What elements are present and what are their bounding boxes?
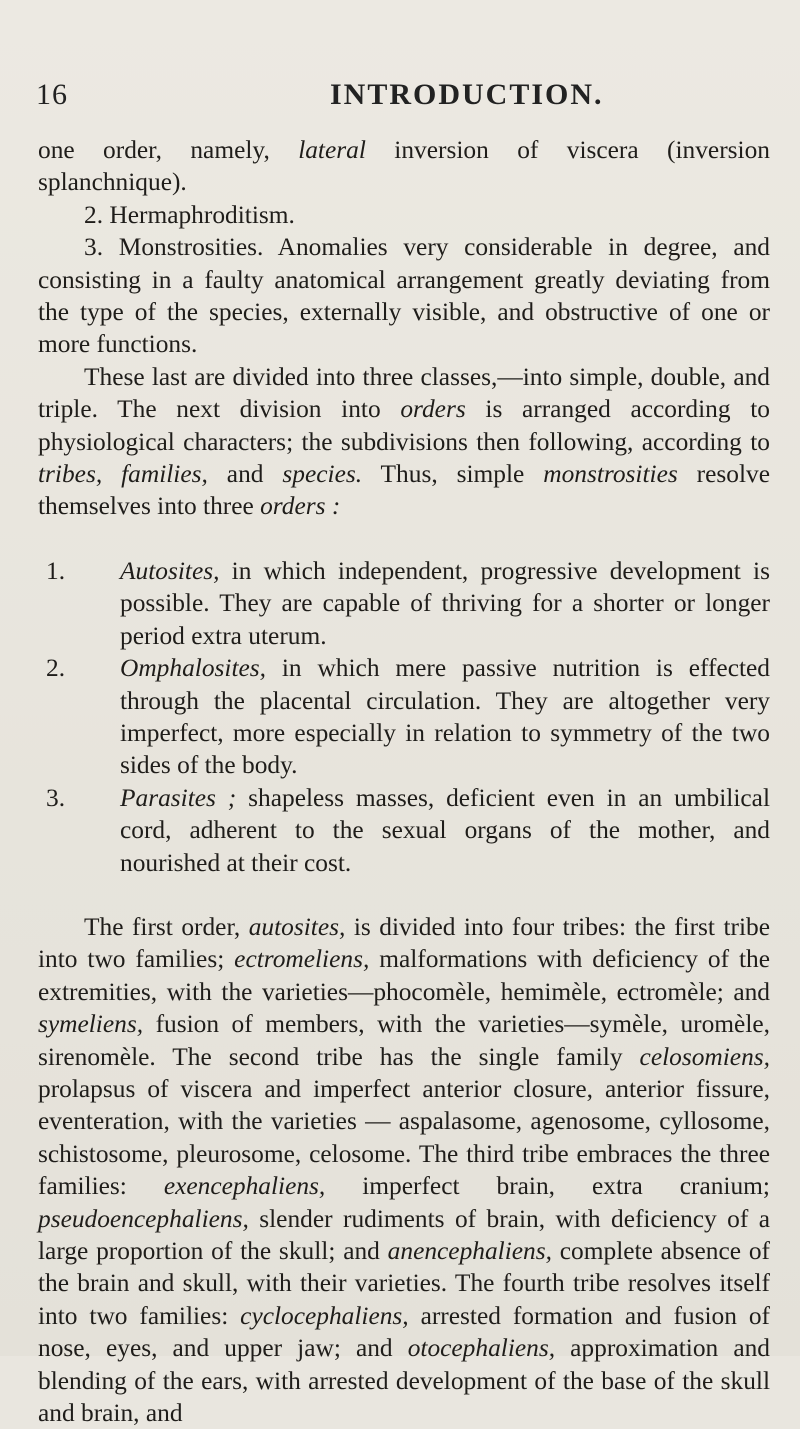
- body-text: [38, 134, 770, 1429]
- list-item: 1. Autosites, in which independent, progressive development is possible. They are capable of thriving for a shorter or longer period extra uterum.: [46, 556, 770, 650]
- paragraph-hermaphroditism: 2. Hermaphroditism.: [84, 200, 295, 229]
- running-head: [36, 78, 800, 114]
- page-number: 16: [36, 78, 68, 111]
- spacer: [38, 523, 770, 555]
- orders-list: [38, 555, 770, 879]
- page-title: INTRODUCTION.: [330, 78, 604, 111]
- list-item: 3. Parasites ; shapeless masses, deficient even in an umbilical cord, adherent to the sexual organs of the mother, and nourished at their cost.: [46, 783, 770, 877]
- paragraph-monstrosities: 3. Monstrosities. Anomalies very considerable in degree, and consisting in a faulty anatomical arrangement greatly deviating from the type of the species, externally visible, and obstructive of one or more functions.: [38, 233, 770, 359]
- list-item: 2. Omphalosites, in which mere passive nutrition is effected through the placental circulation. They are altogether very imperfect, more especially in relation to symmetry of the two sides of the body.: [46, 654, 770, 780]
- paragraph-autosites-tribes: The first order, autosites, is divided into four tribes: the first tribe into two families; ectromeliens, malformations with deficiency of the extremities, with the varieties—phocomèle, hemimèle, ectromèle; and symeliens, fusion of members, with the varieties—symèle, uromèle, sirenomèle. The second tribe has the single family celosomiens, prolapsus of viscera and imperfect anterior closure, anterior fissure, eventeration, with the varieties — aspalasome, agenosome, cyllosome, schistosome, pleurosome, celosome. The third tribe embraces the three families: exencephaliens, imperfect brain, extra cranium; pseudoencephaliens, slender rudiments of brain, with deficiency of a large proportion of the skull; and anencephaliens, complete absence of the brain and skull, with their varieties. The fourth tribe resolves itself into two families: cyclocephaliens, arrested formation and fusion of nose, eyes, and upper jaw; and otocephaliens, approximation and blending of the ears, with arrested development of the base of the skull and brain, and: [38, 912, 770, 1428]
- paragraph-classes: These last are divided into three classes,—into simple, double, and triple. The next division into orders is arranged according to physiological characters; the subdivisions then following, according to tribes, families, and species. Thus, simple monstrosities resolve themselves into three orders :: [38, 362, 771, 521]
- paragraph-inversion: one order, namely, lateral inversion of viscera (inversion splanchnique).: [38, 136, 770, 197]
- spacer: [38, 879, 770, 911]
